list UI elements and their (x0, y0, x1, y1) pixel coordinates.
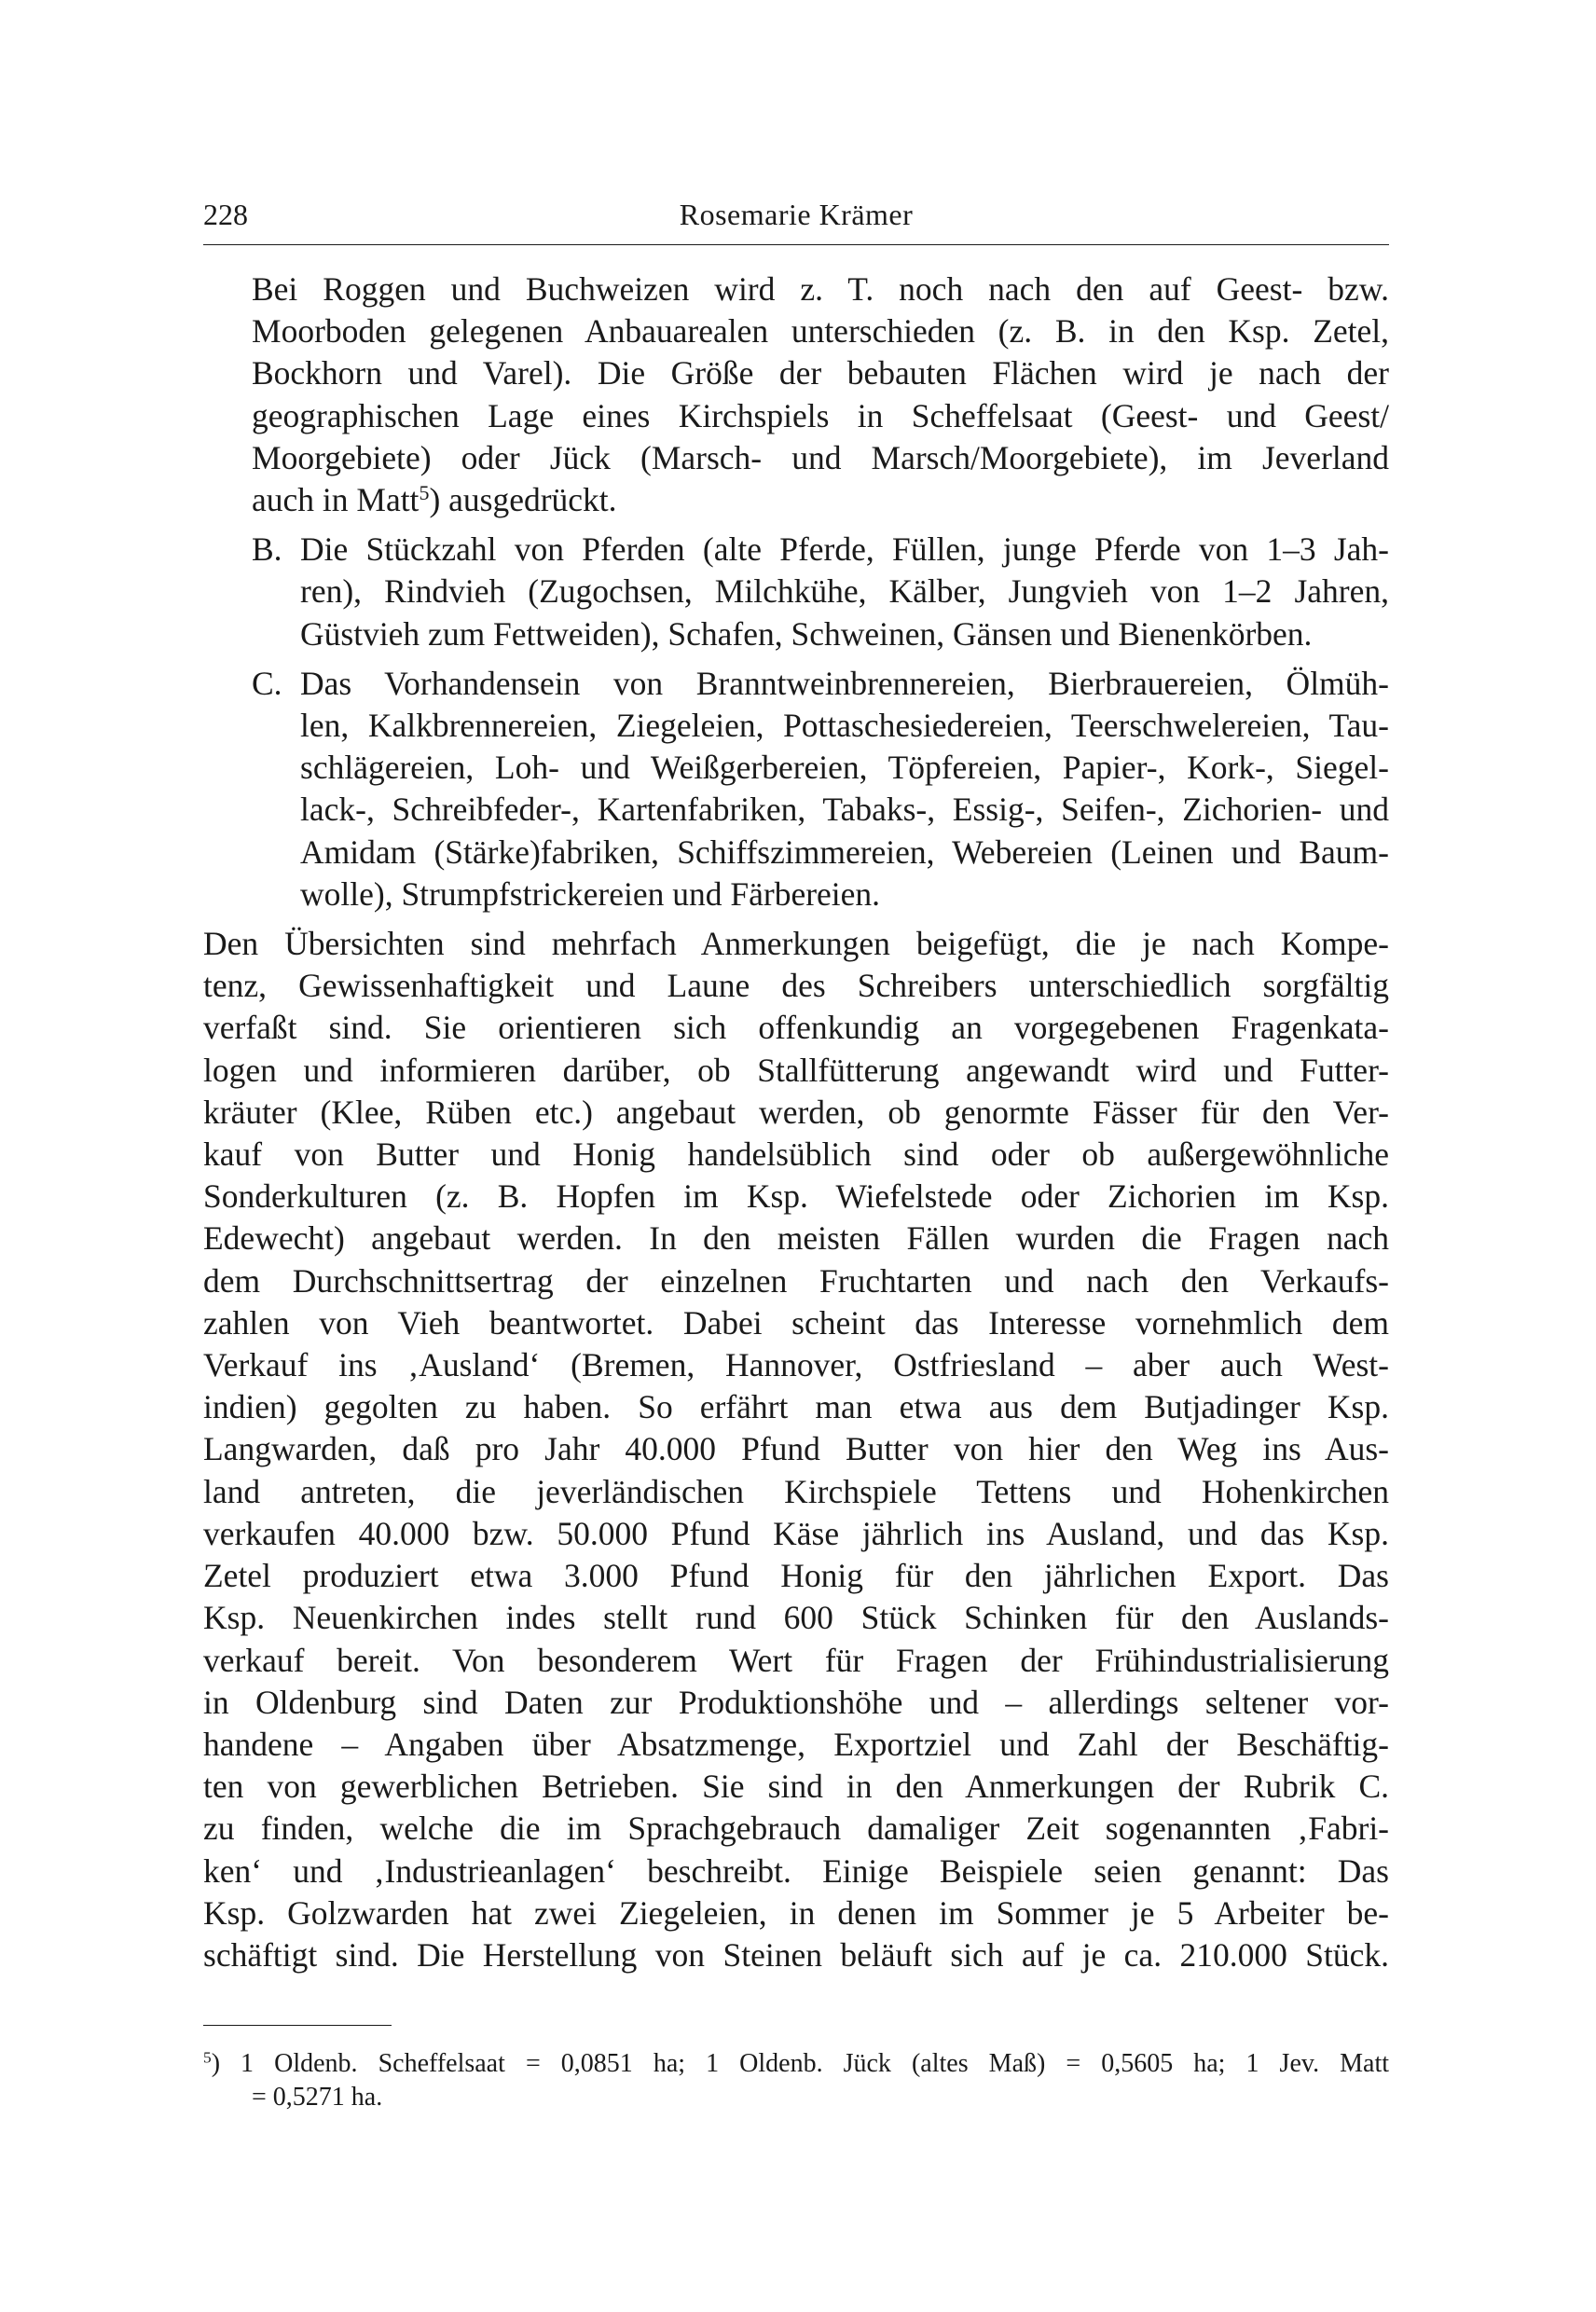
text-line: land antreten, die jeverländischen Kirchspiele Tettens und Hohenkirchen (203, 1472, 1389, 1510)
text-line: indien) gegolten zu haben. So erfährt man etwa aus dem Butjadinger Ksp. (203, 1388, 1389, 1426)
text-line: zahlen von Vieh beantwortet. Dabei scheint das Interesse vornehmlich dem (203, 1303, 1389, 1342)
text-line (252, 479, 1389, 521)
footnote-marker: 5 (203, 2048, 212, 2067)
text-line: lack-, Schreibfeder-, Kartenfabriken, Tabaks-, Essig-, Seifen-, Zichorien- und (300, 791, 1389, 829)
text-line: Moorgebiete) oder Jück (Marsch- und Marsch/Moorgebiete), im Jeverland (252, 438, 1389, 476)
text-line: ten von gewerblichen Betrieben. Sie sind in den Anmerkungen der Rubrik C. (203, 1768, 1389, 1806)
text-line: wolle), Strumpfstrickereien und Färbereien. (300, 874, 881, 913)
text-line: verfaßt sind. Sie orientieren sich offenkundig an vorgegebenen Fragenkata- (203, 1009, 1389, 1047)
text-line: zu finden, welche die im Sprachgebrauch damaliger Zeit sogenannten ‚Fabri- (203, 1810, 1389, 1848)
list-item-c (252, 663, 1389, 915)
list-item-b (252, 529, 1389, 655)
text-line: Bockhorn und Varel). Die Größe der bebauten Flächen wird je nach der (252, 354, 1389, 392)
text-line: Amidam (Stärke)fabriken, Schiffszimmereien, Webereien (Leinen und Baum- (300, 833, 1389, 871)
text-line: Langwarden, daß pro Jahr 40.000 Pfund Butter von hier den Weg ins Aus- (203, 1430, 1389, 1468)
running-title: Rosemarie Krämer (679, 198, 914, 231)
text-line: verkaufen 40.000 bzw. 50.000 Pfund Käse jährlich ins Ausland, und das Ksp. (203, 1514, 1389, 1552)
header-rule (203, 244, 1389, 245)
text-line: ken‘ und ‚Industrieanlagen‘ beschreibt. Einige Beispiele seien genannt: Das (203, 1851, 1389, 1890)
text-line: Bei Roggen und Buchweizen wird z. T. noch nach den auf Geest- bzw. (252, 270, 1389, 308)
text-line: Verkauf ins ‚Ausland‘ (Bremen, Hannover, Ostfriesland – aber auch West- (203, 1346, 1389, 1384)
paragraph-cereals (252, 268, 1389, 521)
text-line: Ksp. Neuenkirchen indes stellt rund 600 Stück Schinken für den Auslands- (203, 1599, 1389, 1637)
body-text (203, 268, 1389, 1976)
text-fragment: ) ausgedrückt. (429, 481, 617, 519)
footnote-line (203, 2047, 1389, 2081)
footnote-line: = 0,5271 ha. (252, 2083, 383, 2112)
page-header (203, 191, 1389, 238)
text-line: kauf von Butter und Honig handelsüblich sind oder ob außergewöhnliche (203, 1135, 1389, 1174)
footnote-rule (203, 2025, 392, 2026)
text-line: dem Durchschnittsertrag der einzelnen Fruchtarten und nach den Verkaufs- (203, 1261, 1389, 1300)
text-line: ren), Rindvieh (Zugochsen, Milchkühe, Kälber, Jungvieh von 1–2 Jahren, (300, 572, 1389, 611)
text-line: len, Kalkbrennereien, Ziegeleien, Pottaschesiedereien, Teerschwelereien, Tau- (300, 707, 1389, 745)
text-line: geographischen Lage eines Kirchspiels in Scheffelsaat (Geest- und Geest/ (252, 396, 1389, 434)
footnote-reference[interactable]: 5 (419, 480, 430, 504)
text-line: Die Stückzahl von Pferden (alte Pferde, Füllen, junge Pferde von 1–3 Jah- (300, 530, 1389, 569)
text-line: tenz, Gewissenhaftigkeit und Laune des Schreibers unterschiedlich sorgfältig (203, 967, 1389, 1005)
text-line: schlägereien, Loh- und Weißgerbereien, Töpfereien, Papier-, Kork-, Siegel- (300, 749, 1389, 787)
list-marker: C. (252, 664, 282, 702)
text-fragment: ) 1 Oldenb. Scheffelsaat = 0,0851 ha; 1 Oldenb. Jück (altes Maß) = 0,5605 ha; 1 Jev. Matt (211, 2049, 1389, 2078)
list-marker: B. (252, 530, 282, 569)
text-line: kräuter (Klee, Rüben etc.) angebaut werden, ob genormte Fässer für den Ver- (203, 1093, 1389, 1131)
text-fragment: auch in Matt (252, 481, 420, 519)
text-line: Edewecht) angebaut werden. In den meisten Fällen wurden die Fragen nach (203, 1219, 1389, 1258)
text-line: Sonderkulturen (z. B. Hopfen im Ksp. Wiefelstede oder Zichorien im Ksp. (203, 1177, 1389, 1216)
text-line: Ksp. Golzwarden hat zwei Ziegeleien, in denen im Sommer je 5 Arbeiter be- (203, 1893, 1389, 1932)
page-number: 228 (203, 198, 248, 231)
text-line: Zetel produziert etwa 3.000 Pfund Honig für den jährlichen Export. Das (203, 1557, 1389, 1595)
text-line: Moorboden gelegenen Anbauarealen unterschieden (z. B. in den Ksp. Zetel, (252, 312, 1389, 351)
text-line: in Oldenburg sind Daten zur Produktionshöhe und – allerdings seltener vor- (203, 1683, 1389, 1721)
text-line: Den Übersichten sind mehrfach Anmerkungen beigefügt, die je nach Kompe- (203, 925, 1389, 963)
text-line: handene – Angaben über Absatzmenge, Exportziel und Zahl der Beschäftig- (203, 1725, 1389, 1763)
text-line: Güstvieh zum Fettweiden), Schafen, Schweinen, Gänsen und Bienenkörben. (300, 614, 1313, 653)
text-line: Das Vorhandensein von Branntweinbrennereien, Bierbrauereien, Ölmüh- (300, 664, 1389, 702)
text-line: schäftigt sind. Die Herstellung von Steinen beläuft sich auf je ca. 210.000 Stück. (203, 1935, 1389, 1974)
text-line: logen und informieren darüber, ob Stallfütterung angewandt wird und Futter- (203, 1051, 1389, 1089)
footnote-5 (203, 2047, 1389, 2114)
paragraph-annotations (203, 923, 1389, 1976)
text-line: verkauf bereit. Von besonderem Wert für Fragen der Frühindustrialisierung (203, 1641, 1389, 1679)
